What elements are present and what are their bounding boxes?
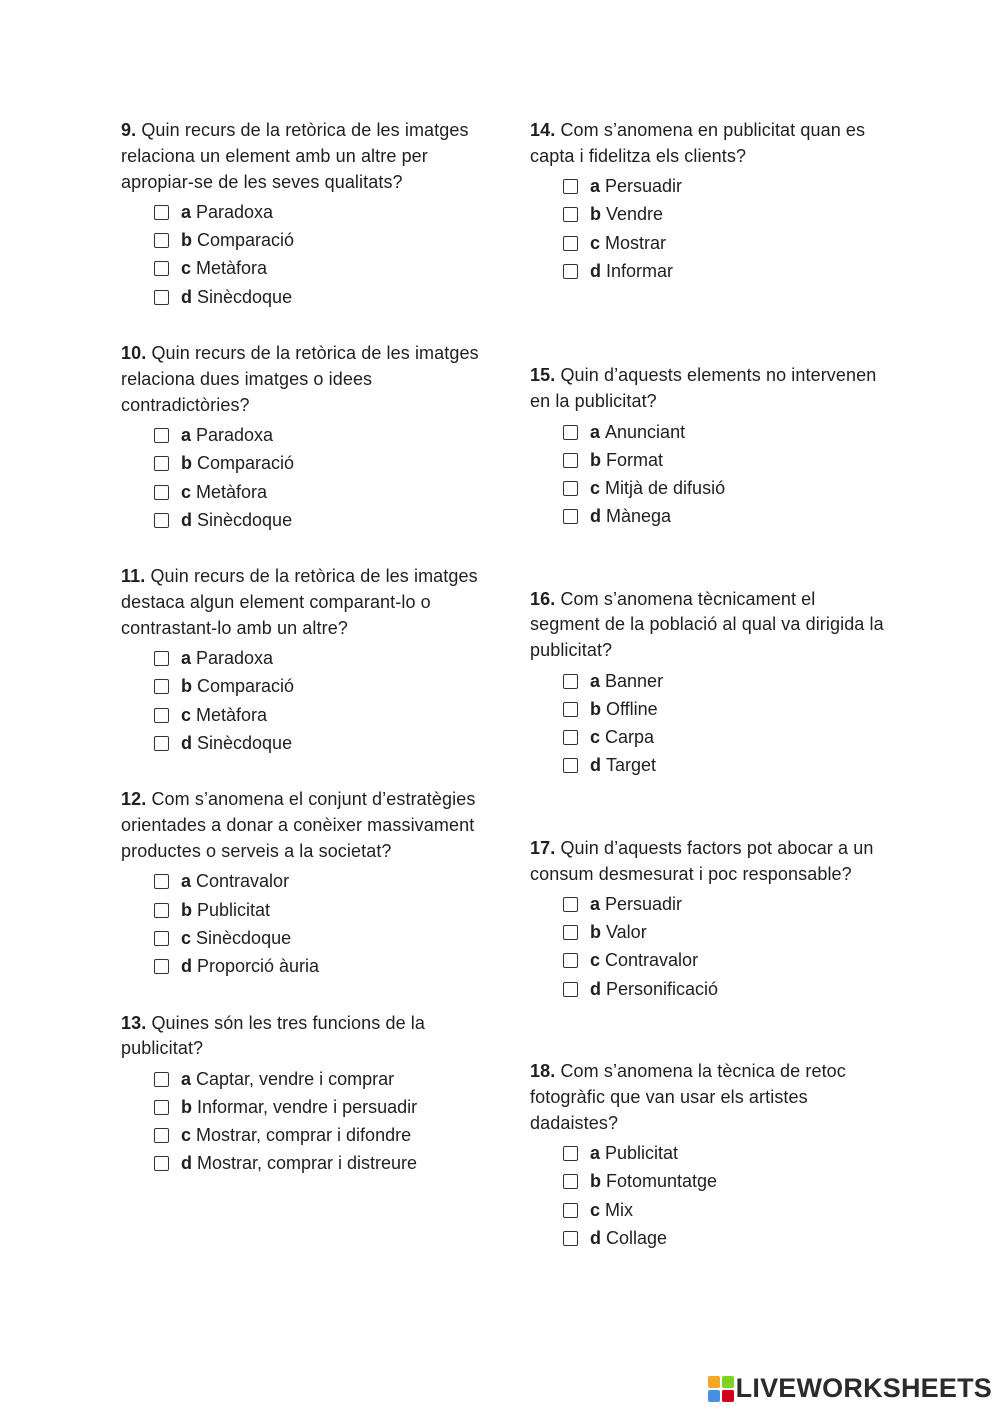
option-d[interactable] [563,503,890,531]
option-b[interactable] [154,227,481,255]
question-text [121,1011,481,1063]
option-label: Publicitat [605,1143,679,1164]
question-number: 16. [530,588,556,609]
option-letter: a [590,670,601,691]
checkbox[interactable] [154,233,169,248]
option-label: Mix [605,1199,634,1220]
option-d[interactable] [563,1224,890,1252]
option-label: Metàfora [196,258,268,279]
option-letter: a [181,648,192,669]
option-label: Format [606,449,664,470]
option-letter: c [590,477,601,498]
option-b[interactable] [563,446,890,474]
checkbox[interactable] [154,679,169,694]
option-label: Banner [605,670,664,691]
checkbox[interactable] [563,925,578,940]
checkbox[interactable] [563,481,578,496]
question-number: 9. [121,120,137,140]
checkbox[interactable] [154,1100,169,1115]
option-d[interactable] [154,283,481,311]
option-letter: b [590,698,601,719]
checkbox[interactable] [563,264,578,279]
question-14 [530,118,890,285]
option-a[interactable] [154,1065,481,1093]
option-b[interactable] [563,919,890,947]
question-text [530,587,890,664]
question-text [530,1059,890,1136]
option-c[interactable] [563,947,890,975]
option-letter: d [590,755,601,776]
option-letter: d [181,286,192,307]
option-a[interactable] [563,418,890,446]
option-label: Fotomuntatge [606,1171,718,1192]
option-label: Paradoxa [196,425,274,446]
checkbox[interactable] [563,425,578,440]
option-c[interactable] [563,474,890,502]
option-letter: b [590,204,601,225]
option-c[interactable] [563,723,890,751]
option-letter: c [590,727,601,748]
option-a[interactable] [563,890,890,918]
option-c[interactable] [563,229,890,257]
option-letter: a [590,176,601,197]
option-label: Mostrar, comprar i distreure [197,1153,418,1174]
checkbox[interactable] [154,959,169,974]
option-label: Personificació [606,978,719,999]
option-c[interactable] [154,255,481,283]
checkbox[interactable] [563,179,578,194]
option-label: Vendre [606,204,664,225]
question-prompt: Quines són les tres funcions de la publicitat? [121,1012,425,1059]
option-letter: c [181,481,192,502]
question-prompt: Com s’anomena la tècnica de retoc fotogràfic que van usar els artistes dadaistes? [530,1061,846,1133]
options-list [154,422,481,535]
option-label: Sinècdoque [197,286,293,307]
option-letter: b [181,899,192,920]
options-list [154,868,481,981]
option-label: Persuadir [605,894,683,915]
question-17 [530,836,890,1003]
checkbox[interactable] [563,897,578,912]
option-d[interactable] [563,257,890,285]
option-letter: d [181,509,192,530]
question-text [121,118,481,195]
question-number: 15. [530,365,556,386]
option-label: Collage [606,1227,668,1248]
option-letter: b [181,1096,192,1117]
checkbox[interactable] [154,290,169,305]
option-letter: c [590,1199,601,1220]
option-label: Target [606,755,657,776]
option-letter: a [181,201,192,222]
question-number: 17. [530,837,556,858]
checkbox[interactable] [154,651,169,666]
option-a[interactable] [563,173,890,201]
option-label: Paradoxa [196,201,274,222]
option-b[interactable] [563,695,890,723]
checkbox[interactable] [154,1156,169,1171]
option-c[interactable] [154,478,481,506]
options-list [563,890,890,1003]
option-letter: d [590,506,601,527]
option-letter: a [181,871,192,892]
question-number: 13. [121,1012,147,1033]
option-c[interactable] [154,701,481,729]
checkbox[interactable] [154,874,169,889]
question-text [530,118,890,170]
question-text [121,787,481,864]
checkbox[interactable] [563,1174,578,1189]
right-column [530,118,890,1252]
checkbox[interactable] [154,1128,169,1143]
options-list [563,173,890,286]
option-b[interactable] [563,1168,890,1196]
option-letter: b [181,676,192,697]
question-text [121,341,481,418]
option-letter: c [181,1125,192,1146]
option-label: Mitjà de difusió [605,477,726,498]
option-label: Mostrar, comprar i difondre [196,1125,412,1146]
checkbox[interactable] [154,1072,169,1087]
checkbox[interactable] [563,207,578,222]
checkbox[interactable] [563,953,578,968]
option-a[interactable] [154,868,481,896]
option-d[interactable] [154,729,481,757]
option-letter: b [590,449,601,470]
option-label: Metàfora [196,704,268,725]
checkbox[interactable] [563,702,578,717]
option-a[interactable] [154,422,481,450]
option-letter: b [181,230,192,251]
options-list [563,418,890,531]
option-letter: a [181,1068,192,1089]
option-label: Persuadir [605,176,683,197]
options-list [563,1140,890,1253]
question-15 [530,363,890,530]
question-13 [121,1011,481,1178]
option-label: Captar, vendre i comprar [196,1068,395,1089]
option-letter: b [590,1171,601,1192]
option-label: Carpa [605,727,655,748]
checkbox[interactable] [563,453,578,468]
question-number: 12. [121,789,147,810]
option-label: Sinècdoque [197,732,293,753]
question-9 [121,118,481,311]
option-label: Offline [606,698,658,719]
question-text [121,564,481,641]
option-letter: a [590,1143,601,1164]
question-prompt: Com s’anomena tècnicament el segment de la població al qual va dirigida la publicitat? [530,588,884,661]
option-letter: a [590,894,601,915]
options-list [154,645,481,758]
question-prompt: Quin d’aquests elements no intervenen en la publicitat? [530,365,877,412]
checkbox[interactable] [154,205,169,220]
checkbox[interactable] [154,708,169,723]
option-a[interactable] [563,1140,890,1168]
question-prompt: Quin recurs de la retòrica de les imatges relaciona un element amb un altre per apropiar-se de les seves qualitats? [121,120,469,192]
option-letter: d [590,260,601,281]
question-12 [121,787,481,980]
option-letter: d [590,978,601,999]
option-label: Comparació [197,676,295,697]
option-letter: b [181,453,192,474]
option-a[interactable] [154,198,481,226]
option-letter: c [181,704,192,725]
checkbox[interactable] [563,236,578,251]
question-prompt: Com s’anomena el conjunt d’estratègies orientades a donar a conèixer massivament productes o serveis a la societat? [121,789,476,862]
option-a[interactable] [154,645,481,673]
option-d[interactable] [154,1150,481,1178]
question-number: 18. [530,1061,556,1082]
checkbox[interactable] [154,456,169,471]
question-number: 14. [530,120,556,140]
question-prompt: Quin recurs de la retòrica de les imatges destaca algun element comparant-lo o contrastant-lo amb un altre? [121,566,478,638]
option-label: Mostrar [605,232,667,253]
question-prompt: Quin recurs de la retòrica de les imatges relaciona dues imatges o idees contradictòries? [121,343,479,415]
option-letter: d [181,732,192,753]
option-letter: c [590,950,601,971]
option-label: Proporció àuria [197,955,320,976]
checkbox[interactable] [563,509,578,524]
option-label: Metàfora [196,481,268,502]
checkbox[interactable] [563,1203,578,1218]
checkbox[interactable] [563,1231,578,1246]
option-b[interactable] [154,896,481,924]
option-label: Comparació [197,453,295,474]
option-d[interactable] [563,752,890,780]
question-18 [530,1059,890,1252]
option-letter: a [181,425,192,446]
option-label: Contravalor [605,950,699,971]
checkbox[interactable] [154,428,169,443]
options-list [154,198,481,311]
checkbox[interactable] [154,931,169,946]
option-label: Valor [606,922,647,943]
question-prompt: Com s’anomena en publicitat quan es capta i fidelitza els clients? [530,120,866,166]
checkbox[interactable] [563,982,578,997]
option-a[interactable] [563,667,890,695]
option-c[interactable] [154,924,481,952]
question-text [530,836,890,888]
option-letter: d [590,1227,601,1248]
option-label: Sinècdoque [196,927,292,948]
option-label: Anunciant [605,421,686,442]
question-10 [121,341,481,534]
option-letter: d [181,1153,192,1174]
question-number: 10. [121,343,147,364]
option-c[interactable] [154,1122,481,1150]
checkbox[interactable] [154,485,169,500]
question-11 [121,564,481,757]
options-list [154,1065,481,1178]
option-d[interactable] [563,975,890,1003]
option-label: Comparació [197,230,295,251]
option-label: Publicitat [197,899,271,920]
options-list [563,667,890,780]
option-label: Informar [606,260,674,281]
option-d[interactable] [154,506,481,534]
option-letter: d [181,955,192,976]
option-letter: b [590,922,601,943]
option-d[interactable] [154,952,481,980]
option-label: Mànega [606,506,672,527]
option-label: Sinècdoque [197,509,293,530]
left-column [121,118,481,1178]
option-letter: c [181,927,192,948]
checkbox[interactable] [563,758,578,773]
checkbox[interactable] [154,736,169,751]
question-text [530,363,890,415]
option-letter: a [590,421,601,442]
option-b[interactable] [563,201,890,229]
checkbox[interactable] [563,674,578,689]
checkbox[interactable] [154,261,169,276]
checkbox[interactable] [154,513,169,528]
option-label: Contravalor [196,871,290,892]
question-16 [530,587,890,780]
option-b[interactable] [154,1093,481,1121]
option-b[interactable] [154,450,481,478]
checkbox[interactable] [563,730,578,745]
option-letter: c [590,232,601,253]
checkbox[interactable] [563,1146,578,1161]
question-number: 11. [121,566,146,587]
option-c[interactable] [563,1196,890,1224]
liveworksheets-logo-icon [708,1376,734,1402]
checkbox[interactable] [154,903,169,918]
option-letter: c [181,258,192,279]
option-label: Informar, vendre i persuadir [197,1096,418,1117]
logo-text: LIVEWORKSHEETS [735,1373,992,1403]
option-b[interactable] [154,673,481,701]
option-label: Paradoxa [196,648,274,669]
question-prompt: Quin d’aquests factors pot abocar a un consum desmesurat i poc responsable? [530,837,874,884]
liveworksheets-logo[interactable] [708,1373,992,1404]
